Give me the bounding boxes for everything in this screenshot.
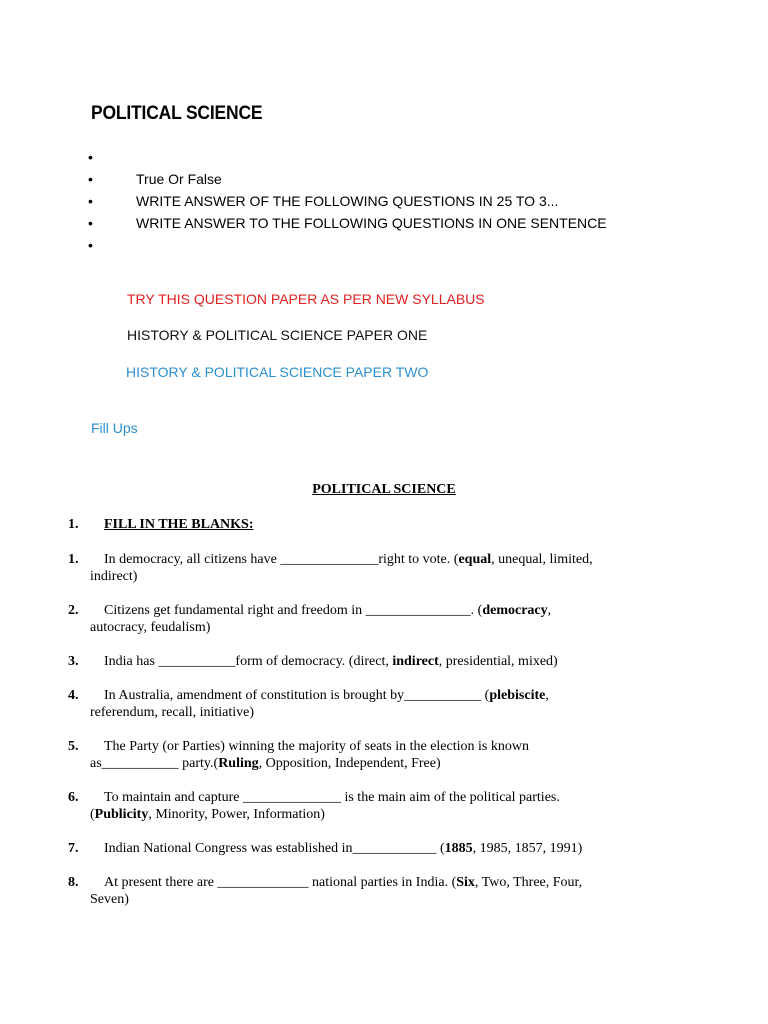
question-number: 5. [68,739,79,754]
question-number: 8. [68,875,79,890]
question-options: indirect) [90,569,138,584]
question-text: India has ___________form of democracy. (direct, [104,654,393,669]
answer-text: equal [458,552,492,567]
answer-text: Ruling [218,756,259,771]
question-7 [68,840,668,857]
question-number: 4. [68,688,79,703]
question-number: 6. [68,790,79,805]
document-heading: POLITICAL SCIENCE [312,482,456,497]
question-8 [68,874,668,908]
question-3 [68,653,668,670]
question-options: , [547,603,552,618]
answer-text: indirect [392,654,439,669]
question-options: , Minority, Power, Information) [148,807,325,822]
page-title: POLITICAL SCIENCE [91,103,263,124]
question-text: At present there are _____________ national parties in India. ( [104,875,457,890]
bullet-icon: • [88,193,93,209]
try-paper-link[interactable]: TRY THIS QUESTION PAPER AS PER NEW SYLLABUS [127,291,485,307]
question-text: In democracy, all citizens have ______________right to vote. ( [104,552,459,567]
question-options: , 1985, 1857, 1991) [472,841,583,856]
paper-two-link[interactable]: HISTORY & POLITICAL SCIENCE PAPER TWO [126,364,429,380]
question-number: 3. [68,654,79,669]
question-2 [68,602,668,636]
question-options: referendum, recall, initiative) [90,705,255,720]
bullet-icon: • [88,215,93,231]
section-number: 1. [68,517,79,532]
fill-ups-link[interactable]: Fill Ups [91,420,138,436]
question-options: , Two, Three, Four, [474,875,583,890]
question-text: as___________ party.( [90,756,219,771]
answer-text: Six [456,875,475,890]
bullet-icon: • [88,171,93,187]
question-text: To maintain and capture ______________ is the main aim of the political parties. [104,790,560,805]
bullet-icon: • [88,149,93,165]
toc-item-label[interactable]: WRITE ANSWER TO THE FOLLOWING QUESTIONS IN ONE SENTENCE [136,215,607,231]
question-text: Indian National Congress was established in____________ ( [104,841,445,856]
question-number: 1. [68,552,79,567]
answer-text: 1885 [444,841,473,856]
section-title: FILL IN THE BLANKS: [104,517,254,532]
question-options: autocracy, feudalism) [90,620,211,635]
question-text: The Party (or Parties) winning the majority of seats in the election is known [104,739,529,754]
paper-one-link[interactable]: HISTORY & POLITICAL SCIENCE PAPER ONE [127,327,428,343]
question-text: Citizens get fundamental right and freedom in _______________. ( [104,603,483,618]
question-number: 2. [68,603,79,618]
answer-text: democracy [482,603,548,618]
question-1 [68,551,668,585]
question-options: , presidential, mixed) [438,654,558,669]
answer-text: plebiscite [489,688,546,703]
question-text: ( [90,807,95,822]
question-6 [68,789,668,823]
question-4 [68,687,668,721]
question-options: , unequal, limited, [491,552,593,567]
question-options: , [545,688,549,703]
toc-item-label[interactable]: WRITE ANSWER OF THE FOLLOWING QUESTIONS IN 25 TO 3... [136,193,559,209]
question-number: 7. [68,841,79,856]
question-text: In Australia, amendment of constitution is brought by___________ ( [104,688,490,703]
answer-text: Publicity [94,807,149,822]
bullet-icon: • [88,237,93,253]
question-5 [68,738,668,772]
question-options: , Opposition, Independent, Free) [258,756,441,771]
question-options: Seven) [90,892,129,907]
toc-item-label[interactable]: True Or False [136,171,222,187]
